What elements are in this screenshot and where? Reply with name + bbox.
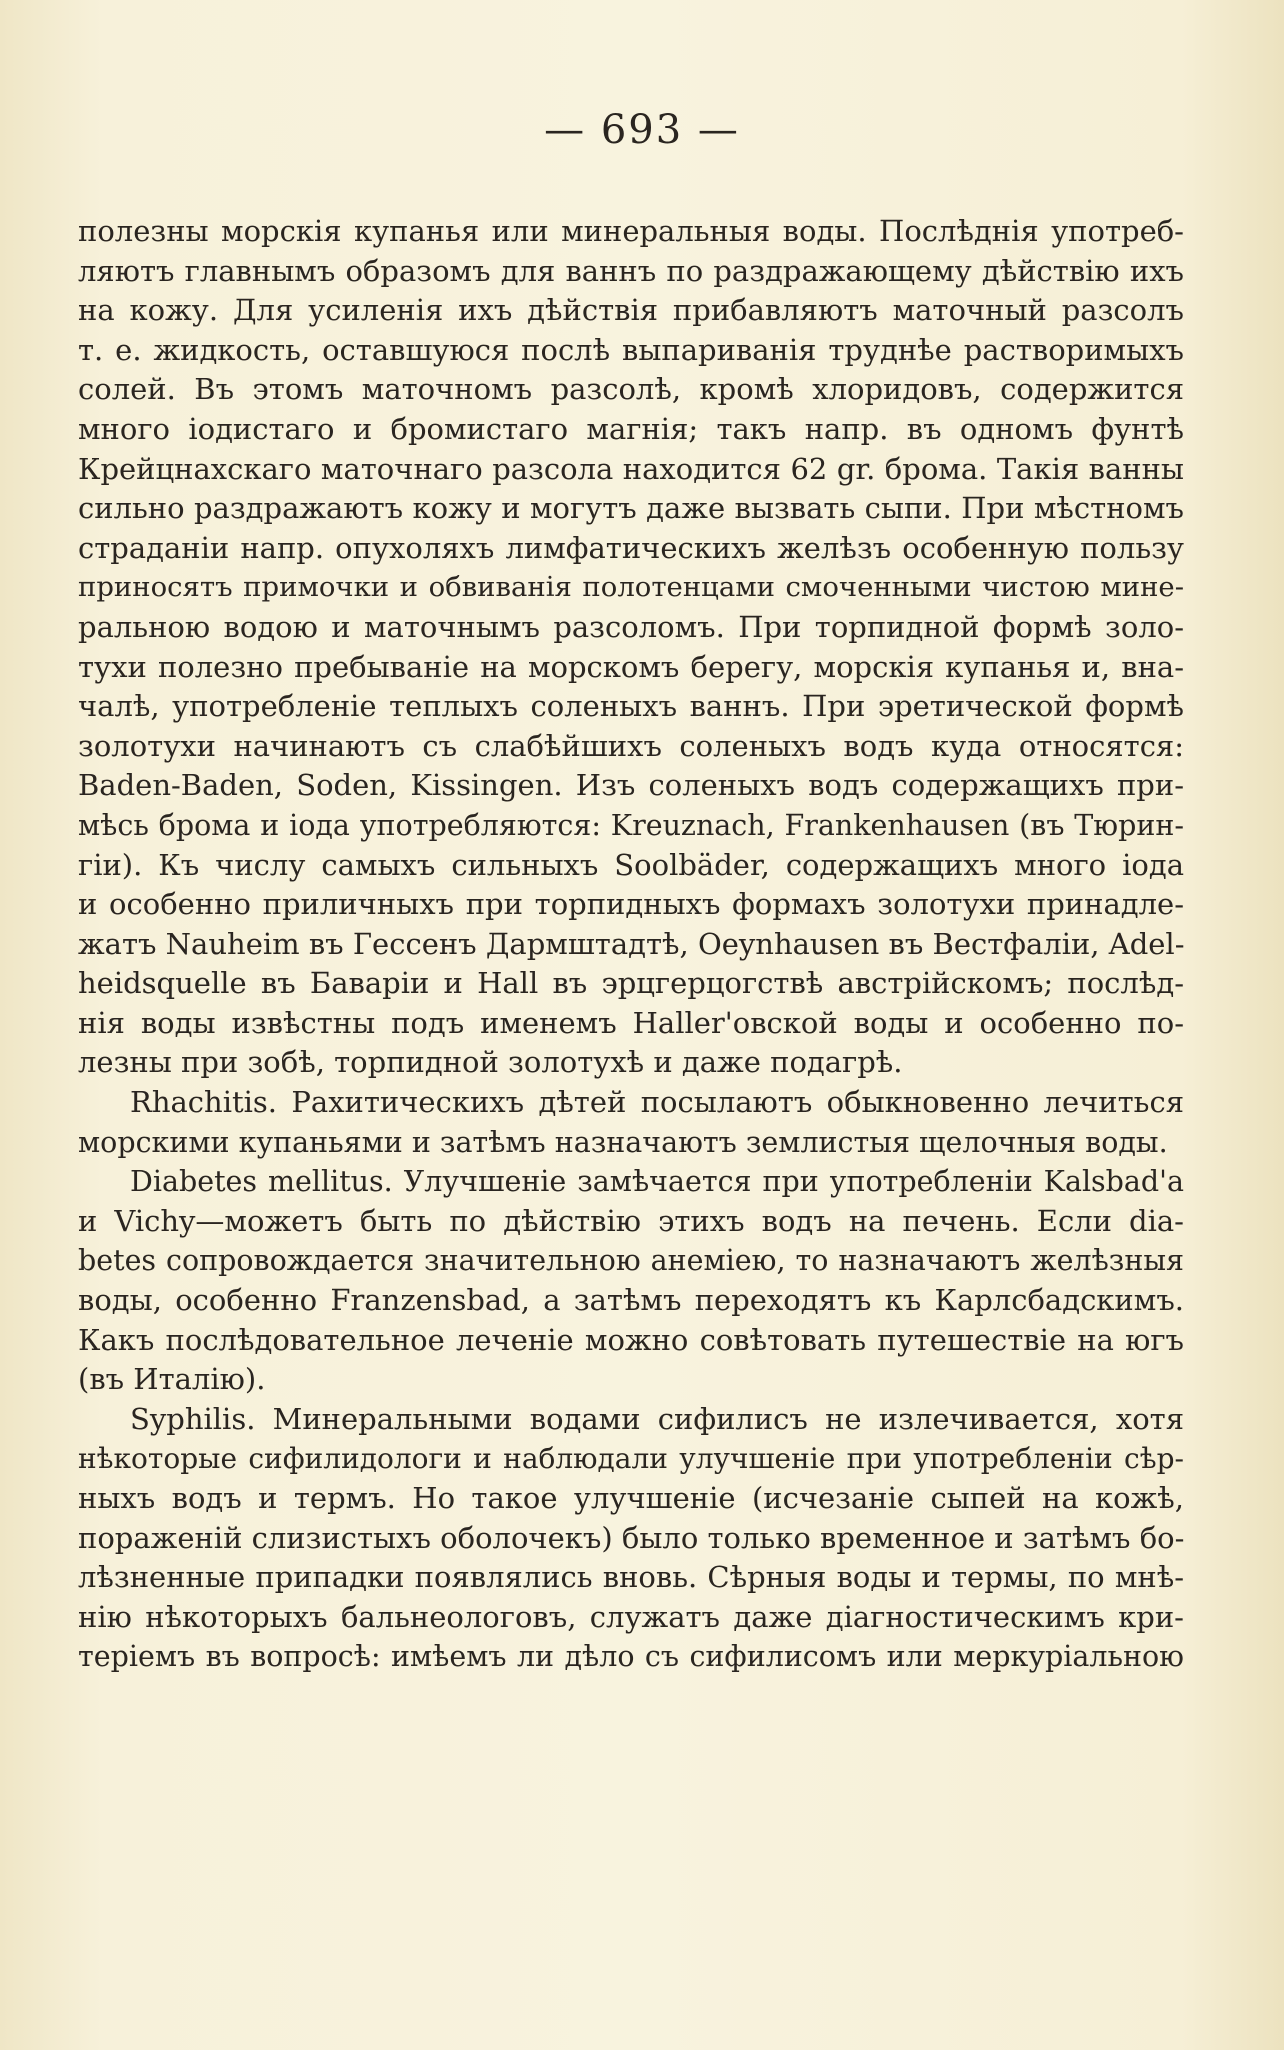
text-line: воды, особенно Franzensbad, а затѣмъ переходятъ къ Карлсбадскимъ. [78,1283,1184,1318]
text-line: ныхъ водъ и термъ. Но такое улучшеніе (исчезаніе сыпей на кожѣ, [78,1481,1184,1515]
text-line: Diabetes mellitus. Улучшеніе замѣчается при употребленіи Kalsbad'a [130,1165,1184,1199]
text-line: гіи). Къ числу самыхъ сильныхъ Soolbäder, содержащихъ много іода [78,847,1184,882]
text-line: и Vichy—можетъ быть по дѣйствію этихъ водъ на печень. Если dia- [78,1203,1184,1238]
text-line: сильно раздражаютъ кожу и могутъ даже вызвать сыпи. При мѣстномъ [78,491,1184,526]
text-line: Baden-Baden, Soden, Kissingen. Изъ соленыхъ водъ содержащихъ при- [78,768,1184,803]
text-line: нія воды извѣстны подъ именемъ Haller'овской воды и особенно по- [78,1005,1184,1040]
text-line: приносятъ примочки и обвиванія полотенцами смоченными чистою мине- [78,571,1184,604]
text-line: т. е. жидкость, оставшуюся послѣ выпариванія труднѣе растворимыхъ [78,332,1184,367]
text-line: мѣсь брома и іода употребляются: Kreuznach, Frankenhausen (въ Тюрин- [78,808,1184,842]
text-line: нію нѣкоторыхъ бальнеологовъ, служатъ даже діагностическимъ кри- [78,1599,1184,1634]
text-line: ляютъ главнымъ образомъ для ваннъ по раздражающему дѣйствію ихъ [78,253,1184,288]
text-line: жатъ Nauheim въ Гессенъ Дармштадтѣ, Oeynhausen въ Вестфаліи, Adel- [78,926,1184,961]
text-line: золотухи начинаютъ съ слабѣйшихъ соленыхъ водъ куда относятся: [78,728,1184,763]
text-line: пораженій слизистыхъ оболочекъ) было только временное и затѣмъ бо- [78,1520,1184,1555]
text-line: Rhachitis. Рахитическихъ дѣтей посылаютъ обыкновенно лечиться [130,1085,1184,1120]
text-line: теріемъ въ вопросѣ: имѣемъ ли дѣло съ сифилисомъ или меркуріальною [78,1640,1184,1674]
text-line: чалѣ, употребленіе теплыхъ соленыхъ ваннъ. При эретической формѣ [78,689,1184,724]
text-line: тухи полезно пребываніе на морскомъ берегу, морскія купанья и, вна- [78,649,1184,684]
text-line: (въ Италію). [78,1362,266,1397]
body-text [78,212,1184,1677]
text-line: heidsquelle въ Баваріи и Hall въ эрцгерцогствѣ австрійскомъ; послѣд- [78,966,1184,1001]
page-number: — 693 — [544,107,740,153]
text-line: Крейцнахскаго маточнаго разсола находится 62 gr. брома. Такія ванны [78,451,1184,486]
text-line: Какъ послѣдовательное леченіе можно совѣтовать путешествіе на югъ [78,1322,1184,1357]
text-line: много іодистаго и бромистаго магнія; такъ напр. въ одномъ фунтѣ [78,411,1184,446]
text-line: нѣкоторые сифилидологи и наблюдали улучшеніе при употребленіи сѣр- [78,1442,1184,1476]
text-line: и особенно приличныхъ при торпидныхъ формахъ золотухи принадле- [78,887,1184,922]
text-line: лезны при зобѣ, торпидной золотухѣ и даже подагрѣ. [78,1045,903,1080]
text-line: лѣзненные припадки появлялись вновь. Сѣрныя воды и термы, по мнѣ- [78,1560,1184,1595]
text-line: ральною водою и маточнымъ разсоломъ. При торпидной формѣ золо- [78,609,1184,644]
text-line: страданіи напр. опухоляхъ лимфатическихъ желѣзъ особенную пользу [78,530,1184,565]
text-line: полезны морскія купанья или минеральныя воды. Послѣднія употреб- [78,214,1184,248]
text-line: на кожу. Для усиленія ихъ дѣйствія прибавляютъ маточный разсолъ [78,293,1184,328]
text-line: морскими купаньями и затѣмъ назначаютъ землистыя щелочныя воды. [78,1125,1168,1159]
text-line: betes сопровождается значительною анеміею, то назначаютъ желѣзныя [78,1244,1184,1278]
text-line: Syphilis. Минеральными водами сифилисъ не излечивается, хотя [130,1401,1184,1436]
text-line: солей. Въ этомъ маточномъ разсолѣ, кромѣ хлоридовъ, содержится [78,372,1184,407]
